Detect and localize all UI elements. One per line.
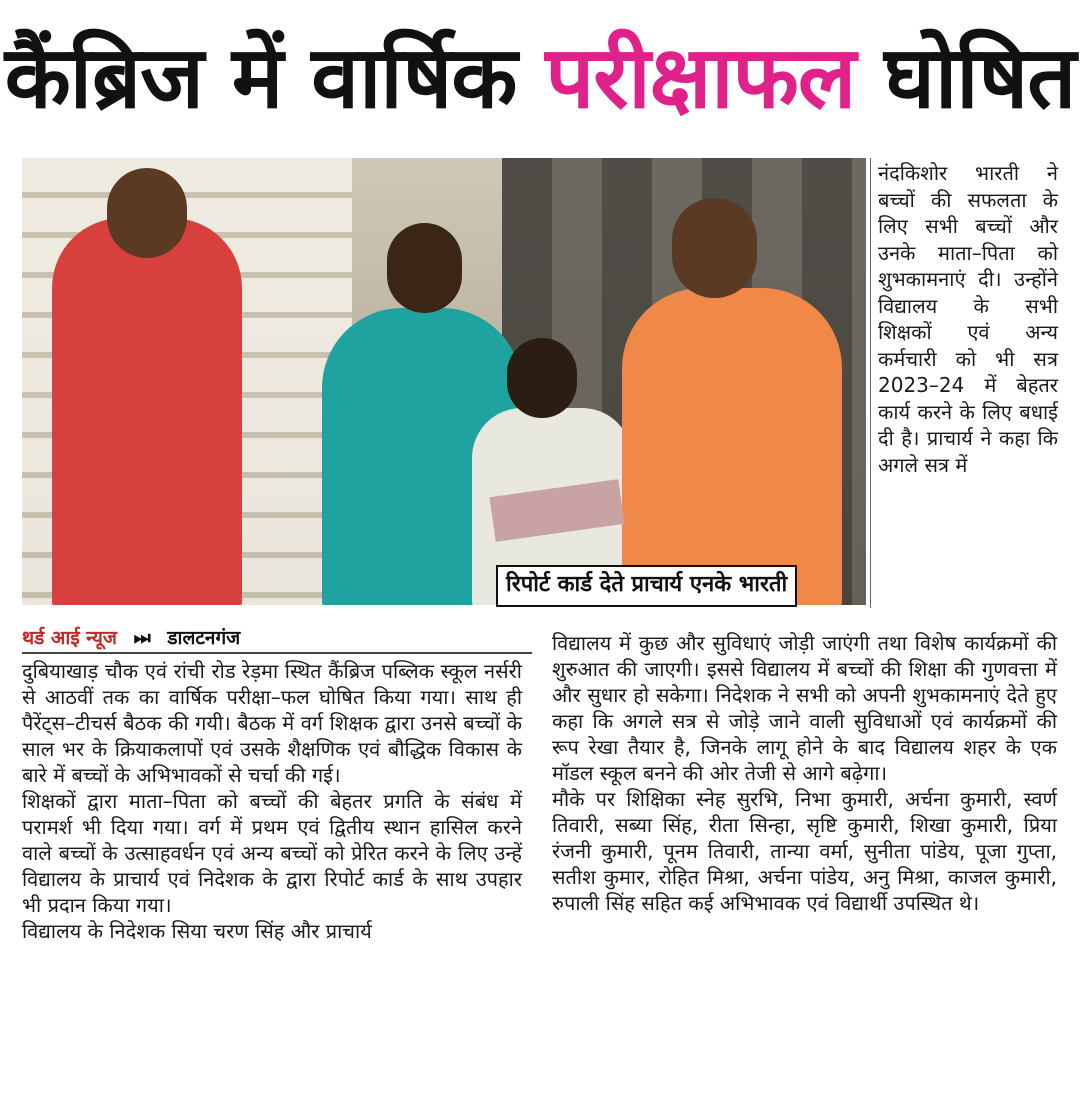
fast-forward-icon: ⏭ xyxy=(133,627,151,649)
photo-person-principal xyxy=(622,288,842,605)
news-photo xyxy=(22,158,866,605)
column-divider xyxy=(870,158,871,608)
photo-person-woman-head xyxy=(387,223,462,313)
news-source: थर्ड आई न्यूज xyxy=(22,627,118,649)
photo-caption: रिपोर्ट कार्ड देते प्राचार्य एनके भारती xyxy=(496,565,797,607)
right-column-text: नंदकिशोर भारती ने बच्चों की सफलता के लिए सभी बच्चों और उनके माता–पिता को शुभकामनाएं दी। उन्होंने विद्यालय के सभी शिक्षकों एवं अन्य कर्मचारी को भी सत्र 2023–24 में बेहतर कार्य करने के लिए बधाई दी है। प्राचार्य ने कहा कि अगले सत्र में xyxy=(878,161,1058,477)
left-paragraph-2: शिक्षकों द्वारा माता–पिता को बच्चों की बेहतर प्रगति के संबंध में परामर्श भी दिया गया। वर्ग में प्रथम एवं द्वितीय स्थान हासिल करने वाले बच्चों के उत्साहवर्धन एवं अन्य बच्चों को प्रेरित करने के लिए उन्हें विद्यालय के प्राचार्य एवं निदेशक के द्वारा रिपोर्ट कार्ड के साथ उपहार भी प्रदान किया गया। xyxy=(22,789,522,917)
left-paragraph-1: दुबियाखाड़ चौक एवं रांची रोड रेड़मा स्थित कैंब्रिज पब्लिक स्कूल नर्सरी से आठवीं तक का वार्षिक परीक्षा–फल घोषित किया गया। साथ ही पैरेंट्स–टीचर्स बैठक की गयी। बैठक में वर्ग शिक्षक द्वारा उनसे बच्चों के साल भर के क्रियाकलापों एवं उसके शैक्षणिक एवं बौद्धिक विकास के बारे में बच्चों के अभिभावकों से चर्चा की गई। xyxy=(22,659,522,787)
middle-paragraph-1: विद्यालय में कुछ और सुविधाएं जोड़ी जाएंगी तथा विशेष कार्यक्रमों की शुरुआत की जाएगी। इससे विद्यालय में बच्चों की शिक्षा की गुणवत्ता में और सुधार हो सकेगा। निदेशक ने सभी को अपनी शुभकामनाएं देते हुए कहा कि अगले सत्र से जोड़े जाने वाली सुविधाओं एवं कार्यक्रमों की रूप रेखा तैयार है, जिनके लागू होने के बाद विद्यालय शहर के एक मॉडल स्कूल बनने की ओर तेजी से आगे बढ़ेगा। xyxy=(552,631,1057,785)
dateline xyxy=(22,624,532,654)
left-paragraph-3: विद्यालय के निदेशक सिया चरण सिंह और प्राचार्य xyxy=(22,919,372,943)
dateline-place: डालटनगंज xyxy=(167,627,241,649)
left-column xyxy=(22,658,522,944)
headline-part1: कैंब्रिज में वार्षिक xyxy=(4,28,517,128)
middle-paragraph-2: मौके पर शिक्षिका स्नेह सुरभि, निभा कुमारी, अर्चना कुमारी, स्वर्ण तिवारी, सब्या सिंह, रीता सिन्हा, सृष्टि कुमारी, शिखा कुमारी, प्रिया रंजनी कुमारी, पूनम तिवारी, तान्या वर्मा, सुनीता पांडेय, पूजा गुप्ता, सतीश कुमार, रोहित मिश्रा, अर्चना पांडेय, अनु मिश्रा, काजल कुमारी, रुपाली सिंह सहित कई अभिभावक एवं विद्यार्थी उपस्थित थे। xyxy=(552,787,1057,915)
headline-highlight: परीक्षाफल xyxy=(545,28,856,128)
photo-person-student-head xyxy=(507,338,577,418)
headline xyxy=(0,18,1080,138)
headline-part2: घोषित xyxy=(884,28,1076,128)
middle-column xyxy=(552,630,1057,916)
right-column xyxy=(878,160,1058,478)
photo-person-left xyxy=(52,218,242,605)
photo-person-principal-head xyxy=(672,198,757,298)
photo-person-left-head xyxy=(107,168,187,258)
